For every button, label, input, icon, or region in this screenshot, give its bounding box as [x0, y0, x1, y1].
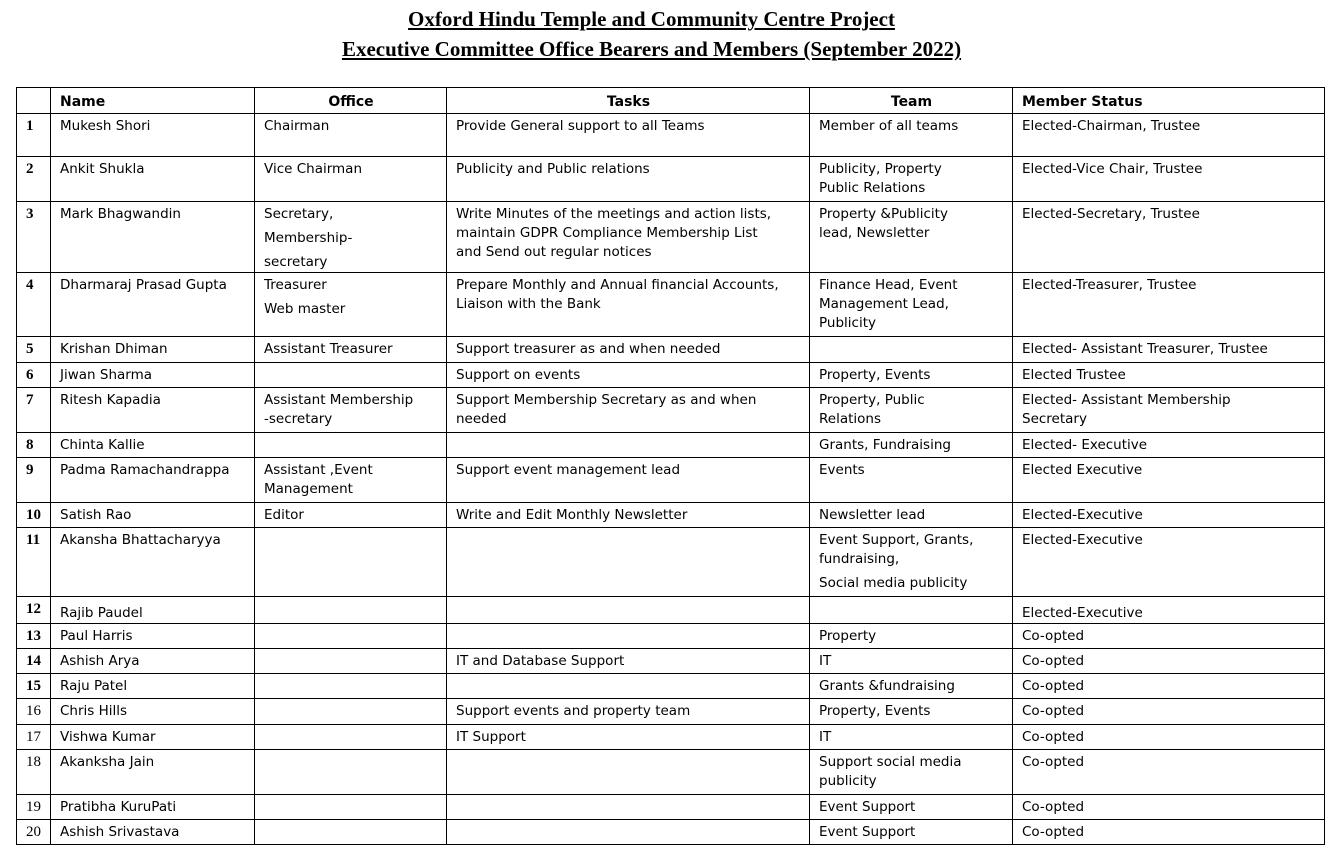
- member-team: [810, 337, 1013, 363]
- member-team: [810, 597, 1013, 624]
- member-status-line: Co-opted: [1022, 729, 1085, 745]
- member-office: [255, 202, 447, 273]
- member-tasks-line: IT Support: [456, 729, 526, 745]
- member-name: Chinta Kallie: [51, 433, 255, 458]
- member-name: Ashish Srivastava: [51, 820, 255, 845]
- table-row: [17, 649, 1325, 674]
- member-office-line: Treasurer: [264, 277, 327, 293]
- member-status-line: Elected- Executive: [1022, 437, 1148, 453]
- member-office: [255, 624, 447, 649]
- member-tasks: [447, 795, 810, 820]
- member-tasks-line: Prepare Monthly and Annual financial Accounts,: [456, 277, 779, 293]
- member-office: [255, 273, 447, 337]
- member-office: [255, 114, 447, 157]
- member-tasks: [447, 273, 810, 337]
- member-status: [1013, 114, 1325, 157]
- member-team-line: Member of all teams: [819, 118, 959, 134]
- member-name: Dharmaraj Prasad Gupta: [51, 273, 255, 337]
- member-status: [1013, 528, 1325, 597]
- member-office-line: Web master: [264, 301, 346, 317]
- table-row: [17, 725, 1325, 750]
- member-name: Jiwan Sharma: [51, 363, 255, 388]
- member-team-line: Events: [819, 462, 865, 478]
- member-status: [1013, 202, 1325, 273]
- member-status-line: Elected-Executive: [1022, 507, 1143, 523]
- member-status: [1013, 795, 1325, 820]
- member-status-line: Co-opted: [1022, 628, 1085, 644]
- member-name: Paul Harris: [51, 624, 255, 649]
- row-number: 10: [17, 503, 51, 528]
- table-row: [17, 699, 1325, 725]
- row-number: 2: [17, 157, 51, 202]
- table-row: [17, 597, 1325, 624]
- member-office: [255, 157, 447, 202]
- member-office: [255, 725, 447, 750]
- member-office-line: Vice Chairman: [264, 161, 363, 177]
- member-team-line: Relations: [819, 411, 881, 427]
- member-team-line: Event Support, Grants,: [819, 532, 974, 548]
- member-status: [1013, 337, 1325, 363]
- member-team: [810, 649, 1013, 674]
- member-tasks-line: and Send out regular notices: [456, 244, 652, 260]
- table-row: [17, 273, 1325, 337]
- document-title: Oxford Hindu Temple and Community Centre Project: [408, 7, 895, 31]
- member-status: [1013, 273, 1325, 337]
- member-status: [1013, 699, 1325, 725]
- member-office: [255, 363, 447, 388]
- member-tasks-line: IT and Database Support: [456, 653, 625, 669]
- member-tasks: [447, 433, 810, 458]
- member-team-line: Event Support: [819, 799, 916, 815]
- row-number: 11: [17, 528, 51, 597]
- table-row: [17, 157, 1325, 202]
- row-number: 14: [17, 649, 51, 674]
- member-name: Raju Patel: [51, 674, 255, 699]
- member-name: Mukesh Shori: [51, 114, 255, 157]
- member-name: Akanksha Jain: [51, 750, 255, 795]
- table-row: [17, 795, 1325, 820]
- member-office: [255, 649, 447, 674]
- member-status-line: Elected-Secretary, Trustee: [1022, 206, 1200, 222]
- member-tasks-line: Publicity and Public relations: [456, 161, 650, 177]
- member-tasks: [447, 624, 810, 649]
- member-name: Padma Ramachandrappa: [51, 458, 255, 503]
- member-tasks: [447, 674, 810, 699]
- member-tasks: [447, 337, 810, 363]
- member-office: [255, 820, 447, 845]
- table-body: [17, 114, 1325, 845]
- member-tasks-line: maintain GDPR Compliance Membership List: [456, 225, 758, 241]
- header-member-status: Member Status: [1013, 88, 1325, 114]
- member-tasks: [447, 388, 810, 433]
- table-row: [17, 337, 1325, 363]
- member-team-line: Property, Public: [819, 392, 925, 408]
- member-status-line: Elected-Chairman, Trustee: [1022, 118, 1201, 134]
- member-team: [810, 202, 1013, 273]
- member-team-line: Newsletter lead: [819, 507, 926, 523]
- table-row: [17, 202, 1325, 273]
- member-team-line: Public Relations: [819, 180, 926, 196]
- member-office: [255, 674, 447, 699]
- member-team-line: Grants &fundraising: [819, 678, 955, 694]
- member-status: [1013, 503, 1325, 528]
- member-office-line: Assistant Treasurer: [264, 341, 393, 357]
- member-office: [255, 597, 447, 624]
- member-office-line: -secretary: [264, 411, 333, 427]
- document-subtitle: Executive Committee Office Bearers and Members (September 2022): [341, 37, 962, 61]
- member-tasks-line: Write and Edit Monthly Newsletter: [456, 507, 688, 523]
- member-tasks: [447, 750, 810, 795]
- member-tasks: [447, 649, 810, 674]
- row-number: 13: [17, 624, 51, 649]
- member-tasks-line: Support on events: [456, 367, 581, 383]
- member-status: [1013, 458, 1325, 503]
- member-status-line: Elected- Assistant Membership: [1022, 392, 1231, 408]
- table-row: [17, 820, 1325, 845]
- committee-table: [16, 87, 1325, 845]
- header-name: Name: [51, 88, 255, 114]
- member-tasks: [447, 503, 810, 528]
- member-office: [255, 795, 447, 820]
- table-header-row: [17, 88, 1325, 114]
- member-name: Ankit Shukla: [51, 157, 255, 202]
- member-team: [810, 157, 1013, 202]
- member-status: [1013, 388, 1325, 433]
- member-name: Pratibha KuruPati: [51, 795, 255, 820]
- member-status-line: Co-opted: [1022, 754, 1085, 770]
- row-number: 6: [17, 363, 51, 388]
- member-name: Akansha Bhattacharyya: [51, 528, 255, 597]
- member-office: [255, 388, 447, 433]
- header-office: Office: [255, 88, 447, 114]
- member-team: [810, 458, 1013, 503]
- member-team-line: fundraising,: [819, 551, 900, 567]
- table-row: [17, 433, 1325, 458]
- member-name: Ritesh Kapadia: [51, 388, 255, 433]
- row-number: 16: [17, 699, 51, 725]
- member-tasks: [447, 528, 810, 597]
- member-office-line: Assistant Membership: [264, 392, 414, 408]
- row-number: 20: [17, 820, 51, 845]
- member-office: [255, 337, 447, 363]
- row-number: 18: [17, 750, 51, 795]
- member-status-line: Secretary: [1022, 411, 1087, 427]
- member-team: [810, 503, 1013, 528]
- member-team: [810, 820, 1013, 845]
- table-row: [17, 363, 1325, 388]
- member-team-line: Management Lead,: [819, 296, 949, 312]
- row-number: 5: [17, 337, 51, 363]
- member-office: [255, 503, 447, 528]
- member-office-line: Management: [264, 481, 353, 497]
- member-status-line: Elected-Executive: [1022, 532, 1143, 548]
- header-team: Team: [810, 88, 1013, 114]
- member-tasks-line: Support Membership Secretary as and when: [456, 392, 757, 408]
- row-number: 4: [17, 273, 51, 337]
- member-office-line: Secretary,: [264, 206, 334, 222]
- member-status-line: Co-opted: [1022, 799, 1085, 815]
- member-team: [810, 388, 1013, 433]
- member-team-line: Property &Publicity: [819, 206, 948, 222]
- member-tasks: [447, 157, 810, 202]
- document-title-block: [0, 4, 1303, 64]
- table-row: [17, 624, 1325, 649]
- member-tasks: [447, 725, 810, 750]
- member-status-line: Elected-Treasurer, Trustee: [1022, 277, 1197, 293]
- member-tasks: [447, 202, 810, 273]
- member-team-line: Grants, Fundraising: [819, 437, 951, 453]
- table-row: [17, 528, 1325, 597]
- member-team-line: Event Support: [819, 824, 916, 840]
- member-team-line: publicity: [819, 773, 877, 789]
- member-tasks-line: Support treasurer as and when needed: [456, 341, 721, 357]
- member-status-line: Co-opted: [1022, 678, 1085, 694]
- member-team: [810, 699, 1013, 725]
- table-row: [17, 750, 1325, 795]
- member-status-line: Elected-Vice Chair, Trustee: [1022, 161, 1203, 177]
- member-name: Chris Hills: [51, 699, 255, 725]
- member-team: [810, 750, 1013, 795]
- member-team-line: lead, Newsletter: [819, 225, 930, 241]
- row-number: 19: [17, 795, 51, 820]
- member-office: [255, 699, 447, 725]
- member-team: [810, 363, 1013, 388]
- member-status: [1013, 820, 1325, 845]
- member-office-line: Assistant ,Event: [264, 462, 373, 478]
- member-team-line: Support social media: [819, 754, 962, 770]
- member-tasks: [447, 597, 810, 624]
- member-office: [255, 458, 447, 503]
- member-team: [810, 795, 1013, 820]
- row-number: 12: [17, 597, 51, 624]
- member-team: [810, 725, 1013, 750]
- member-status-line: Elected Executive: [1022, 462, 1143, 478]
- member-office-line: Chairman: [264, 118, 330, 134]
- member-tasks-line: Write Minutes of the meetings and action lists,: [456, 206, 772, 222]
- member-name: Rajib Paudel: [51, 597, 255, 624]
- member-status: [1013, 433, 1325, 458]
- member-team: [810, 433, 1013, 458]
- member-status: [1013, 725, 1325, 750]
- member-team-line: IT: [819, 729, 832, 745]
- member-team: [810, 273, 1013, 337]
- member-office-line: Membership-: [264, 230, 353, 246]
- member-name: Vishwa Kumar: [51, 725, 255, 750]
- row-number: 15: [17, 674, 51, 699]
- member-team: [810, 674, 1013, 699]
- row-number: 7: [17, 388, 51, 433]
- member-tasks-line: Support event management lead: [456, 462, 681, 478]
- member-tasks-line: needed: [456, 411, 507, 427]
- member-tasks: [447, 363, 810, 388]
- member-status: [1013, 674, 1325, 699]
- member-status-line: Co-opted: [1022, 653, 1085, 669]
- member-status: [1013, 157, 1325, 202]
- member-status-line: Co-opted: [1022, 703, 1085, 719]
- member-team: [810, 528, 1013, 597]
- member-name: Mark Bhagwandin: [51, 202, 255, 273]
- row-number: 17: [17, 725, 51, 750]
- member-team-line: Publicity: [819, 315, 876, 331]
- member-team-line: Property, Events: [819, 367, 931, 383]
- member-team: [810, 624, 1013, 649]
- member-team-line: IT: [819, 653, 832, 669]
- member-office: [255, 528, 447, 597]
- member-name: Satish Rao: [51, 503, 255, 528]
- member-tasks: [447, 699, 810, 725]
- member-team-line: Property, Events: [819, 703, 931, 719]
- header-number: [17, 88, 51, 114]
- member-status: [1013, 750, 1325, 795]
- row-number: 1: [17, 114, 51, 157]
- table-row: [17, 503, 1325, 528]
- header-tasks: Tasks: [447, 88, 810, 114]
- member-team-line: Property: [819, 628, 877, 644]
- member-status-line: Elected-Executive: [1022, 605, 1143, 621]
- member-name: Krishan Dhiman: [51, 337, 255, 363]
- member-tasks-line: Liaison with the Bank: [456, 296, 601, 312]
- member-tasks: [447, 820, 810, 845]
- member-team: [810, 114, 1013, 157]
- member-team-line: Publicity, Property: [819, 161, 942, 177]
- row-number: 3: [17, 202, 51, 273]
- member-status-line: Co-opted: [1022, 824, 1085, 840]
- member-team-line: Finance Head, Event: [819, 277, 958, 293]
- member-tasks: [447, 114, 810, 157]
- table-row: [17, 388, 1325, 433]
- member-status: [1013, 649, 1325, 674]
- member-tasks: [447, 458, 810, 503]
- member-status-line: Elected Trustee: [1022, 367, 1126, 383]
- row-number: 8: [17, 433, 51, 458]
- table-row: [17, 114, 1325, 157]
- member-name: Ashish Arya: [51, 649, 255, 674]
- member-status-line: Elected- Assistant Treasurer, Trustee: [1022, 341, 1268, 357]
- member-tasks-line: Support events and property team: [456, 703, 691, 719]
- member-status: [1013, 597, 1325, 624]
- member-status: [1013, 363, 1325, 388]
- member-status: [1013, 624, 1325, 649]
- member-office-line: Editor: [264, 507, 304, 523]
- member-office: [255, 750, 447, 795]
- member-office-line: secretary: [264, 254, 328, 270]
- table-row: [17, 674, 1325, 699]
- member-team-line: Social media publicity: [819, 575, 968, 591]
- row-number: 9: [17, 458, 51, 503]
- member-tasks-line: Provide General support to all Teams: [456, 118, 705, 134]
- member-office: [255, 433, 447, 458]
- table-row: [17, 458, 1325, 503]
